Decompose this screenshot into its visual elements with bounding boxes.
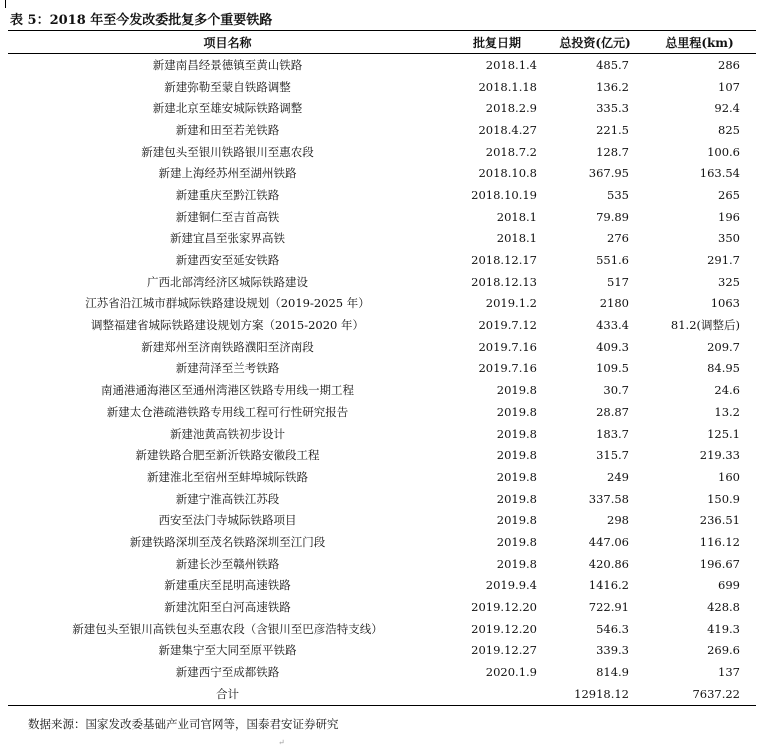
table-row [8,640,756,662]
project-name-cell: 新建西安至延安铁路 [175,253,280,268]
column-header-project-name: 项目名称 [8,31,447,54]
approval-date-cell: 2019.8 [496,404,537,419]
approval-date-cell: 2019.9.4 [485,578,537,593]
approval-date-cell: 2019.8 [496,469,537,484]
table-row [8,423,756,445]
investment-cell: 367.95 [588,166,629,181]
length-cell: 236.51 [699,513,740,528]
investment-cell: 546.3 [596,621,629,636]
project-name-cell: 新建西宁至成都铁路 [175,665,280,680]
approval-date-cell: 2019.7.16 [478,339,537,354]
table-row [8,271,756,293]
project-name-cell: 新建郑州至济南铁路濮阳至济南段 [141,339,314,354]
investment-cell: 447.06 [588,534,629,549]
investment-cell: 814.9 [596,665,629,680]
table-row [8,314,756,336]
investment-cell: 28.87 [596,404,629,419]
column-header-total-investment: 总投资(亿元) [547,31,643,54]
approval-date-cell: 2019.8 [496,513,537,528]
project-name-cell: 新建池黄高铁初步设计 [170,426,285,441]
table-row [8,661,756,683]
project-name-cell: 新建宁淮高铁江苏段 [175,491,280,506]
length-cell: 107 [718,79,740,94]
investment-cell: 517 [607,274,629,289]
project-name-cell: 调整福建省城际铁路建设规划方案（2015-2020 年） [90,318,365,333]
column-header-approval-date: 批复日期 [447,31,547,54]
project-name-cell: 新建宜昌至张家界高铁 [170,231,285,246]
table-row [8,141,756,163]
table-row [8,336,756,358]
table-row [8,54,756,76]
investment-cell: 276 [607,231,629,246]
project-name-cell: 新建包头至银川高铁包头至惠农段（含银川至巴彦浩特支线） [72,621,383,636]
approval-date-cell: 2018.1 [496,209,537,224]
approval-date-cell: 2018.1 [496,231,537,246]
total-length: 7637.22 [643,683,756,705]
approval-date-cell: 2018.1.4 [485,57,537,72]
approval-date-cell: 2018.10.8 [478,166,537,181]
length-cell: 81.2(调整后) [670,318,740,333]
project-name-cell: 新建和田至若羌铁路 [175,122,280,137]
project-name-cell: 新建集宁至大同至原平铁路 [158,643,297,658]
project-name-cell: 新建弥勒至蒙自铁路调整 [164,79,291,94]
length-cell: 163.54 [699,166,740,181]
investment-cell: 30.7 [603,383,629,398]
table-row [8,184,756,206]
length-cell: 419.3 [707,621,740,636]
length-cell: 350 [718,231,740,246]
length-cell: 160 [718,469,740,484]
total-label: 合计 [8,683,447,705]
paragraph-mark-icon: ↵ [278,738,285,747]
investment-cell: 128.7 [596,144,629,159]
table-row [8,228,756,250]
table-row [8,488,756,510]
table-row [8,553,756,575]
length-cell: 100.6 [707,144,740,159]
project-name-cell: 新建长沙至赣州铁路 [175,556,280,571]
project-name-cell: 广西北部湾经济区城际铁路建设 [147,274,308,289]
length-cell: 291.7 [707,253,740,268]
total-row [8,683,756,705]
approval-date-cell: 2019.12.27 [471,643,537,658]
project-name-cell: 江苏省沿江城市群城际铁路建设规划（2019-2025 年） [85,296,370,311]
table-row [8,119,756,141]
investment-cell: 409.3 [596,339,629,354]
project-name-cell: 新建太仓港疏港铁路专用线工程可行性研究报告 [106,404,349,419]
approval-date-cell: 2019.8 [496,448,537,463]
project-name-cell: 新建南昌经景德镇至黄山铁路 [152,57,303,72]
project-name-cell: 新建铁路深圳至茂名铁路深圳至江门段 [129,534,326,549]
length-cell: 286 [718,57,740,72]
project-name-cell: 新建重庆至黔江铁路 [175,187,280,202]
table-row [8,206,756,228]
project-name-cell: 新建铁路合肥至新沂铁路安徽段工程 [135,448,320,463]
investment-cell: 109.5 [596,361,629,376]
length-cell: 699 [718,578,740,593]
project-name-cell: 南通港通海港区至通州湾港区铁路专用线一期工程 [101,383,354,398]
project-name-cell: 新建包头至银川铁路银川至惠农段 [141,144,314,159]
project-name-cell: 新建上海经苏州至湖州铁路 [158,166,297,181]
investment-cell: 485.7 [596,57,629,72]
investment-cell: 535 [607,187,629,202]
approval-date-cell: 2018.12.13 [471,274,537,289]
length-cell: 209.7 [707,339,740,354]
investment-cell: 2180 [599,296,629,311]
text-cursor [5,0,6,8]
table-row [8,444,756,466]
project-name-cell: 新建淮北至宿州至蚌埠城际铁路 [147,469,308,484]
length-cell: 116.12 [699,534,740,549]
length-cell: 325 [718,274,740,289]
investment-cell: 339.3 [596,643,629,658]
approval-date-cell: 2018.4.27 [478,122,537,137]
project-name-cell: 新建重庆至昆明高速铁路 [164,578,291,593]
approval-date-cell: 2019.8 [496,556,537,571]
table-body [8,54,756,683]
investment-cell: 79.89 [596,209,629,224]
length-cell: 269.6 [707,643,740,658]
investment-cell: 249 [607,469,629,484]
table-row [8,76,756,98]
approval-date-cell: 2018.1.18 [478,79,537,94]
investment-cell: 315.7 [596,448,629,463]
length-cell: 1063 [710,296,740,311]
table-title: 表 5：2018 年至今发改委批复多个重要铁路 [10,13,273,28]
table-row [8,509,756,531]
length-cell: 13.2 [714,404,740,419]
table-row [8,379,756,401]
table-row [8,358,756,380]
investment-cell: 221.5 [596,122,629,137]
table-row [8,401,756,423]
table-row [8,618,756,640]
approval-date-cell: 2019.8 [496,383,537,398]
table-row [8,596,756,618]
table-row [8,97,756,119]
approval-date-cell: 2019.12.20 [471,600,537,615]
railway-approval-table [8,30,756,706]
length-cell: 196.67 [699,556,740,571]
length-cell: 150.9 [707,491,740,506]
length-cell: 196 [718,209,740,224]
length-cell: 428.8 [707,600,740,615]
table-row [8,293,756,315]
approval-date-cell: 2019.8 [496,534,537,549]
approval-date-cell: 2019.12.20 [471,621,537,636]
project-name-cell: 新建铜仁至吉首高铁 [175,209,280,224]
table-row [8,162,756,184]
project-name-cell: 新建菏泽至兰考铁路 [175,361,280,376]
total-date [447,683,547,705]
table-row [8,249,756,271]
length-cell: 825 [718,122,740,137]
approval-date-cell: 2018.2.9 [485,101,537,116]
investment-cell: 722.91 [588,600,629,615]
length-cell: 219.33 [699,448,740,463]
investment-cell: 551.6 [596,253,629,268]
approval-date-cell: 2018.7.2 [485,144,537,159]
approval-date-cell: 2019.8 [496,426,537,441]
investment-cell: 136.2 [596,79,629,94]
length-cell: 84.95 [707,361,740,376]
length-cell: 92.4 [714,101,740,116]
investment-cell: 298 [607,513,629,528]
investment-cell: 1416.2 [588,578,629,593]
investment-cell: 335.3 [596,101,629,116]
total-investment: 12918.12 [547,683,643,705]
investment-cell: 183.7 [596,426,629,441]
data-source-note: 数据来源：国家发改委基础产业司官网等，国泰君安证券研究 [28,717,339,731]
length-cell: 125.1 [707,426,740,441]
approval-date-cell: 2019.8 [496,491,537,506]
length-cell: 137 [718,665,740,680]
approval-date-cell: 2018.10.19 [471,187,537,202]
table-row [8,531,756,553]
investment-cell: 433.4 [596,318,629,333]
column-header-total-length: 总里程(km) [643,31,756,54]
table-header-row [8,31,756,54]
project-name-cell: 新建沈阳至白河高速铁路 [164,600,291,615]
investment-cell: 420.86 [588,556,629,571]
approval-date-cell: 2019.7.12 [478,318,537,333]
approval-date-cell: 2019.7.16 [478,361,537,376]
approval-date-cell: 2018.12.17 [471,253,537,268]
length-cell: 265 [718,187,740,202]
approval-date-cell: 2019.1.2 [485,296,537,311]
length-cell: 24.6 [714,383,740,398]
approval-date-cell: 2020.1.9 [485,665,537,680]
table-row [8,575,756,597]
table-row [8,466,756,488]
project-name-cell: 新建北京至雄安城际铁路调整 [152,101,303,116]
project-name-cell: 西安至法门寺城际铁路项目 [158,513,297,528]
investment-cell: 337.58 [588,491,629,506]
